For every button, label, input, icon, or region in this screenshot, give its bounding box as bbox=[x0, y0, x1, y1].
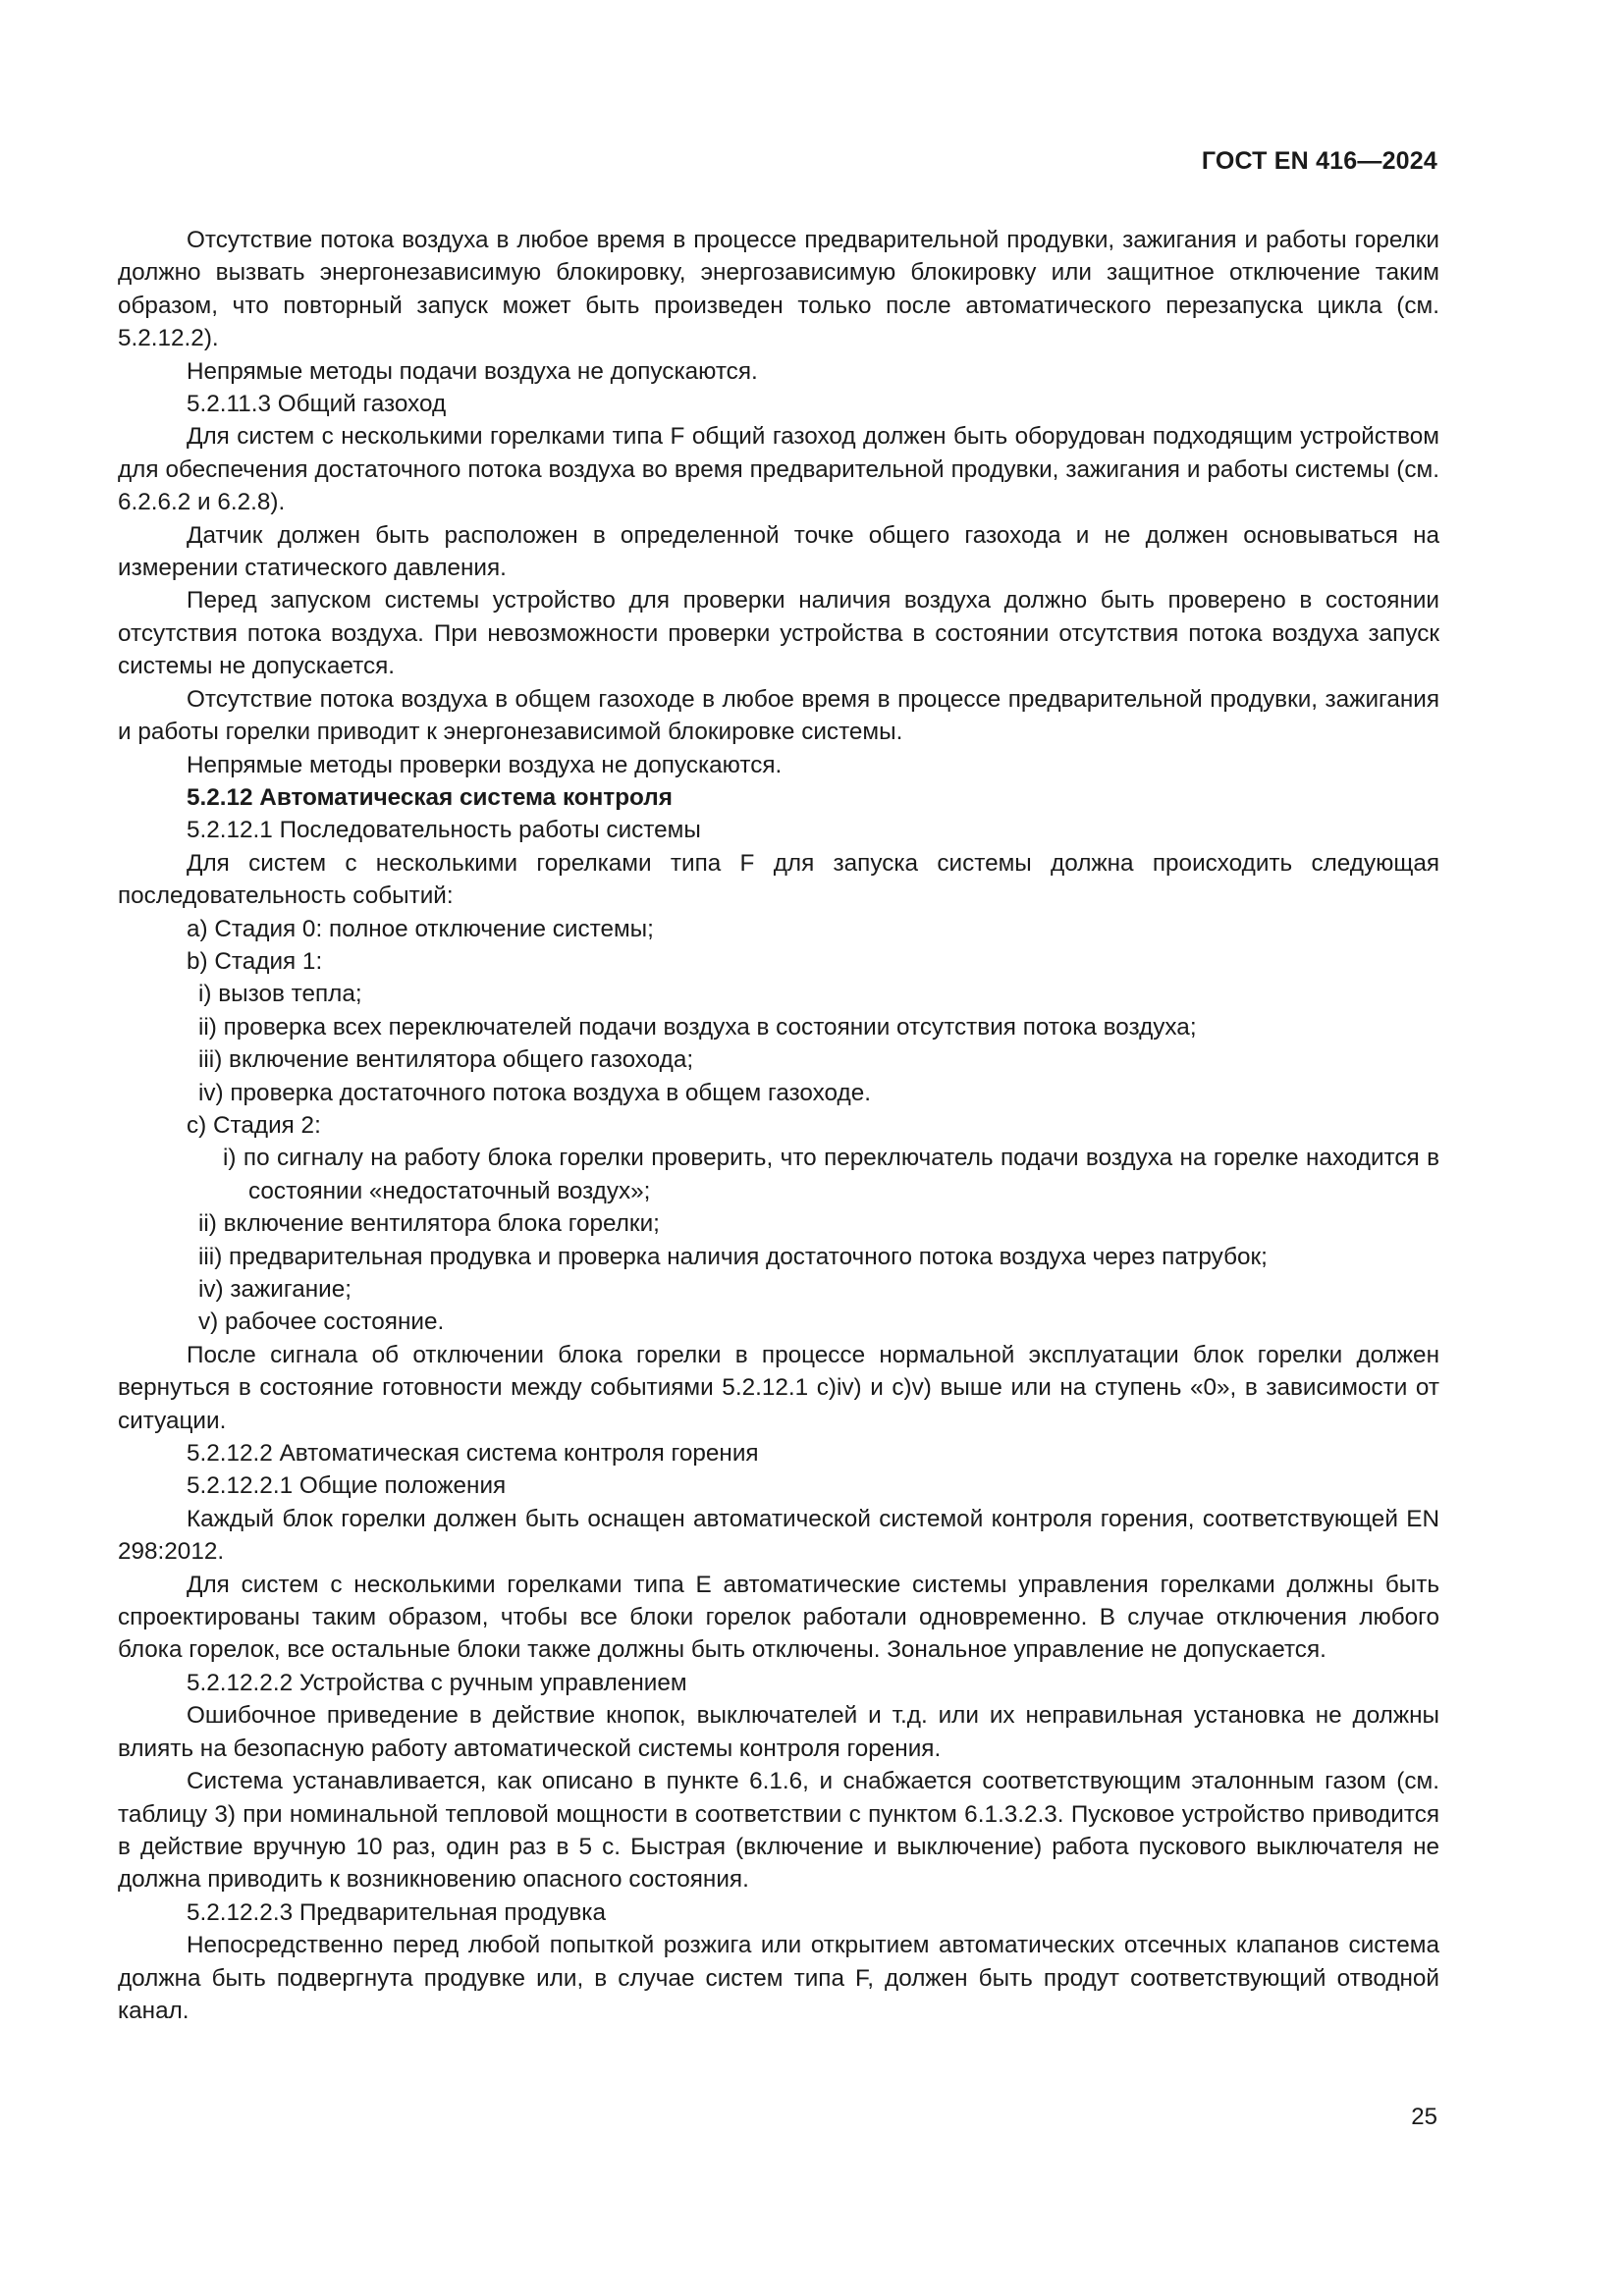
list-item: a) Стадия 0: полное отключение системы; bbox=[187, 915, 654, 942]
section-heading: 5.2.11.3 Общий газоход bbox=[187, 391, 447, 418]
sub-list-item: ii) включение вентилятора блока горелки; bbox=[198, 1210, 660, 1238]
paragraph: Каждый блок горелки должен быть оснащен автоматической системой контроля горения, соответствующей EN 298:2012. bbox=[118, 1505, 1439, 1566]
section-heading: 5.2.12.2.2 Устройства с ручным управлением bbox=[187, 1669, 687, 1696]
section-heading: 5.2.12.2.1 Общие положения bbox=[187, 1472, 507, 1500]
paragraph: Непрямые методы подачи воздуха не допускаются. bbox=[187, 357, 758, 385]
paragraph: Для систем с несколькими горелками типа F для запуска системы должна происходить следующая последовательность событий: bbox=[118, 849, 1439, 910]
sub-list-item: iv) зажигание; bbox=[198, 1276, 352, 1303]
sub-list-item: i) по сигналу на работу блока горелки проверить, что переключатель подачи воздуха на горелке находится в состоянии «недостаточный воздух»; bbox=[223, 1145, 1439, 1204]
section-heading: 5.2.12.2.3 Предварительная продувка bbox=[187, 1898, 606, 1926]
section-heading-bold: 5.2.12 Автоматическая система контроля bbox=[187, 783, 673, 811]
sub-list-item: i) вызов тепла; bbox=[198, 981, 362, 1008]
paragraph: Датчик должен быть расположен в определенной точке общего газохода и не должен основываться на измерении статического давления. bbox=[118, 521, 1439, 582]
paragraph: Непрямые методы проверки воздуха не допускаются. bbox=[187, 751, 783, 778]
sub-list-item: v) рабочее состояние. bbox=[198, 1308, 445, 1336]
paragraph: Ошибочное приведение в действие кнопок, выключателей и т.д. или их неправильная установка не должны влиять на безопасную работу автоматической системы контроля горения. bbox=[118, 1702, 1439, 1762]
paragraph: Перед запуском системы устройство для проверки наличия воздуха должно быть проверено в состоянии отсутствия потока воздуха. При невозможности проверки устройства в состоянии отсутствия потока воздуха запуск системы не допускается. bbox=[118, 587, 1439, 680]
paragraph: Непосредственно перед любой попыткой розжига или открытием автоматических отсечных клапанов система должна быть подвергнута продувке или, в случае систем типа F, должен быть продут соответствующий отводной канал. bbox=[118, 1932, 1439, 2024]
sub-list-item: ii) проверка всех переключателей подачи воздуха в состоянии отсутствия потока воздуха; bbox=[198, 1013, 1197, 1041]
paragraph: Отсутствие потока воздуха в любое время в процессе предварительной продувки, зажигания и работы горелки должно вызвать энергонезависимую блокировку, энергозависимую блокировку или защитное отключение таким образом, что повторный запуск может быть произведен только после автоматического перезапуска цикла (см. 5.2.12.2). bbox=[118, 227, 1439, 352]
sub-list-item: iii) включение вентилятора общего газохода; bbox=[198, 1046, 694, 1074]
section-heading: 5.2.12.2 Автоматическая система контроля горения bbox=[187, 1440, 759, 1468]
paragraph: Система устанавливается, как описано в пункте 6.1.6, и снабжается соответствующим эталонным газом (см. таблицу 3) при номинальной тепловой мощности в соответствии с пунктом 6.1.3.2.3. Пусковое устройство приводится в действие вручную 10 раз, один раз в 5 с. Быстрая (включение и выключение) работа пускового выключателя не должна приводить к возникновению опасного состояния. bbox=[118, 1768, 1439, 1894]
paragraph: Отсутствие потока воздуха в общем газоходе в любое время в процессе предварительной продувки, зажигания и работы горелки приводит к энергонезависимой блокировке системы. bbox=[118, 685, 1439, 746]
sub-list-item: iii) предварительная продувка и проверка наличия достаточного потока воздуха через патрубок; bbox=[198, 1243, 1268, 1270]
section-heading: 5.2.12.1 Последовательность работы системы bbox=[187, 817, 701, 844]
page-number: 25 bbox=[1411, 2104, 1437, 2130]
paragraph: Для систем с несколькими горелками типа F общий газоход должен быть оборудован подходящим устройством для обеспечения достаточного потока воздуха во время предварительной продувки, зажигания и работы системы (см. 6.2.6.2 и 6.2.8). bbox=[118, 423, 1439, 516]
document-code: ГОСТ EN 416—2024 bbox=[1201, 147, 1437, 175]
sub-list-item: iv) проверка достаточного потока воздуха в общем газоходе. bbox=[198, 1079, 871, 1106]
document-body bbox=[118, 224, 1439, 2027]
paragraph: Для систем с несколькими горелками типа E автоматические системы управления горелками должны быть спроектированы таким образом, чтобы все блоки горелок работали одновременно. В случае отключения любого блока горелок, все остальные блоки также должны быть отключены. Зональное управление не допускается. bbox=[118, 1571, 1439, 1664]
paragraph: После сигнала об отключении блока горелки в процессе нормальной эксплуатации блок горелки должен вернуться в состояние готовности между событиями 5.2.12.1 c)iv) и c)v) выше или на ступень «0», в зависимости от ситуации. bbox=[118, 1341, 1439, 1434]
list-item: b) Стадия 1: bbox=[187, 947, 323, 975]
list-item: c) Стадия 2: bbox=[187, 1111, 321, 1139]
